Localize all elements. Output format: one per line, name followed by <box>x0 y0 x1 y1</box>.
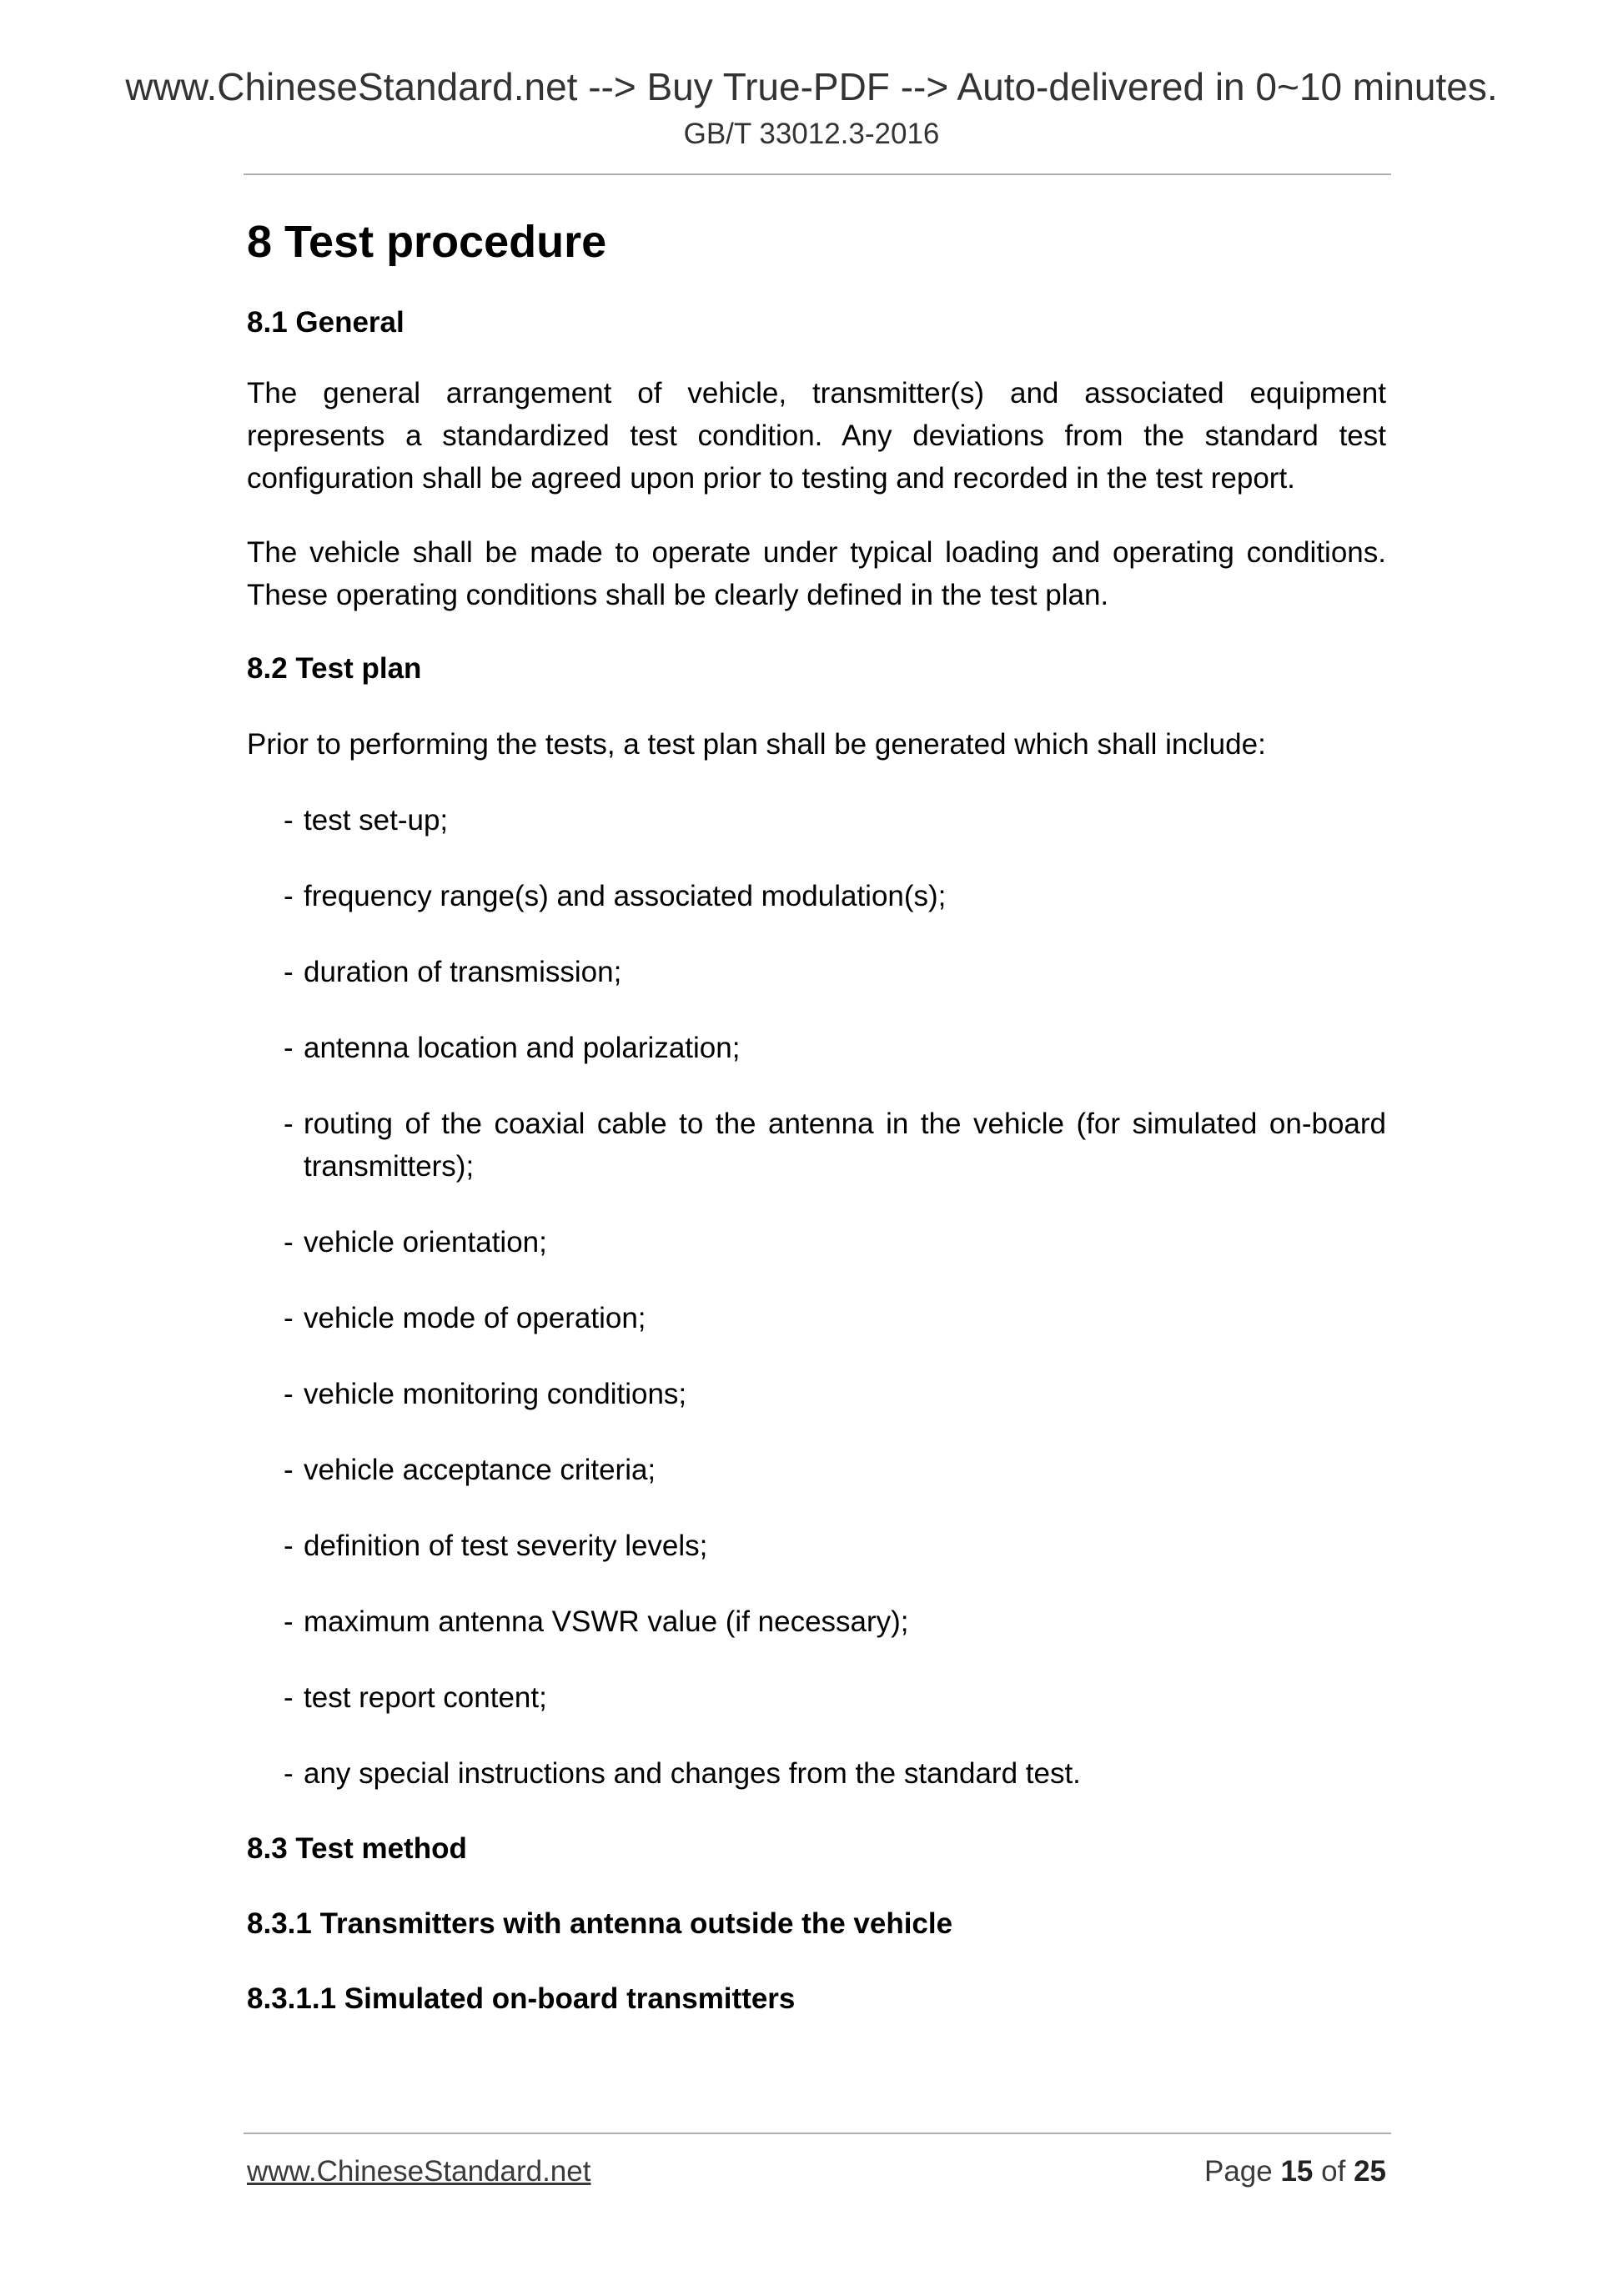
page-number: Page 15 of 25 <box>1203 2155 1386 2188</box>
list-dash: - <box>284 1757 294 1790</box>
heading-general: 8.1 General <box>247 306 404 339</box>
list-item: - vehicle monitoring conditions; <box>247 1373 1386 1415</box>
list-dash: - <box>284 1302 294 1334</box>
list-dash: - <box>284 1108 294 1140</box>
list-item: - test report content; <box>247 1676 1386 1719</box>
heading-simulated-onboard: 8.3.1.1 Simulated on-board transmitters <box>247 1982 796 2015</box>
list-item: - frequency range(s) and associated modulation(s); <box>247 875 1386 917</box>
test-plan-list <box>247 799 1386 1795</box>
general-paragraph-2: The vehicle shall be made to operate under typical loading and operating conditions. These operating conditions shall be clearly defined in the test plan. <box>247 536 1386 611</box>
footer-divider <box>244 2133 1391 2134</box>
list-item: - maximum antenna VSWR value (if necessary); <box>247 1600 1386 1643</box>
list-item: - vehicle orientation; <box>247 1221 1386 1264</box>
heading-transmitters-outside: 8.3.1 Transmitters with antenna outside the vehicle <box>247 1907 953 1940</box>
page-content <box>247 208 1386 2020</box>
list-dash: - <box>284 1226 294 1259</box>
list-item: - test set-up; <box>247 799 1386 842</box>
list-dash: - <box>284 1378 294 1410</box>
list-dash: - <box>284 880 294 912</box>
list-item: - definition of test severity levels; <box>247 1525 1386 1567</box>
list-item: - vehicle mode of operation; <box>247 1297 1386 1339</box>
list-item: - vehicle acceptance criteria; <box>247 1449 1386 1491</box>
list-dash: - <box>284 1605 294 1638</box>
list-dash: - <box>284 1032 294 1064</box>
list-item: - routing of the coaxial cable to the antenna in the vehicle (for simulated on-board transmitters); <box>247 1103 1386 1188</box>
list-dash: - <box>284 1681 294 1714</box>
list-dash: - <box>284 804 294 837</box>
document-code: GB/T 33012.3-2016 <box>683 118 940 150</box>
list-dash: - <box>284 1454 294 1486</box>
footer-website-link[interactable]: www.ChineseStandard.net <box>247 2155 591 2188</box>
general-paragraph-1: The general arrangement of vehicle, transmitter(s) and associated equipment represents a standardized test condition. Any deviations from the standard test configuration shall be agreed upon prior to testing and recorded in the test report. <box>247 377 1386 495</box>
list-dash: - <box>284 1530 294 1562</box>
list-item: - duration of transmission; <box>247 951 1386 993</box>
section-title: 8 Test procedure <box>247 217 607 267</box>
list-item: - antenna location and polarization; <box>247 1027 1386 1069</box>
header-divider <box>244 173 1391 175</box>
site-banner: www.ChineseStandard.net --> Buy True-PDF --> Auto-delivered in 0~10 minutes. <box>125 65 1498 108</box>
current-page: 15 <box>1280 2155 1314 2188</box>
heading-test-plan: 8.2 Test plan <box>247 652 422 685</box>
total-pages: 25 <box>1354 2155 1386 2188</box>
list-dash: - <box>284 956 294 988</box>
heading-test-method: 8.3 Test method <box>247 1832 467 1865</box>
test-plan-intro: Prior to performing the tests, a test plan shall be generated which shall include: <box>247 728 1266 761</box>
list-item: - any special instructions and changes from the standard test. <box>247 1752 1386 1795</box>
